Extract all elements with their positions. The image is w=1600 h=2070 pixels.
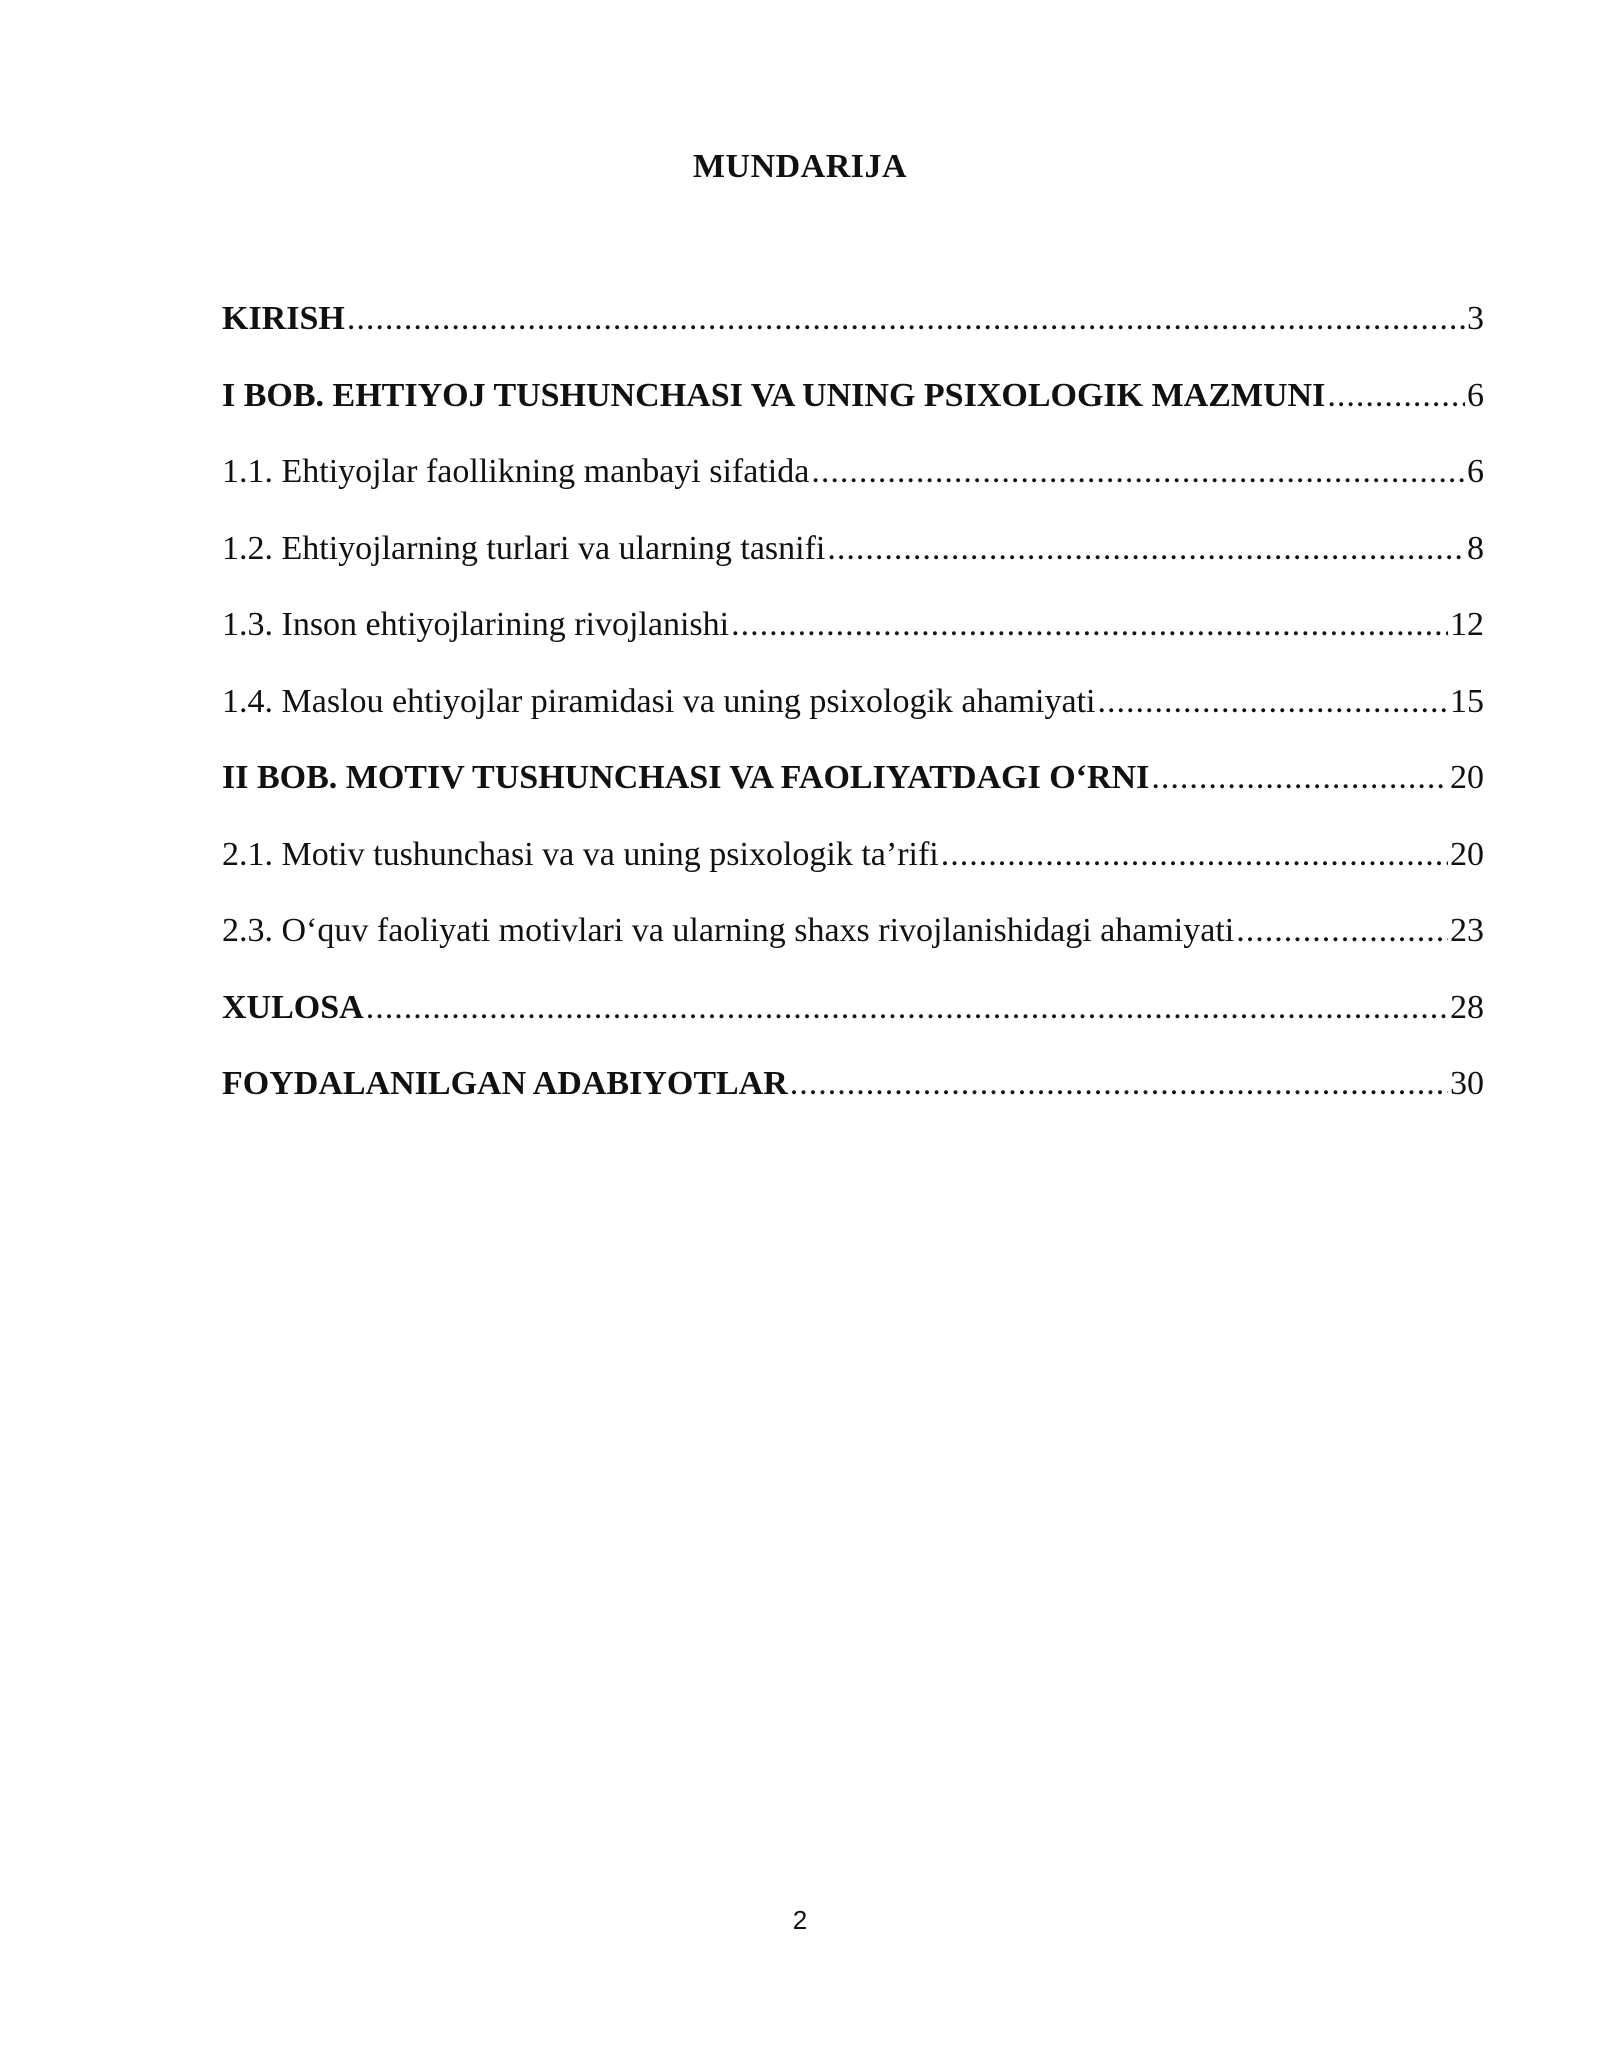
toc-entry-label: II BOB. MOTIV TUSHUNCHASI VA FAOLIYATDAGI O‘RNI [222,759,1150,796]
toc-entry-label: I BOB. EHTIYOJ TUSHUNCHASI VA UNING PSIXOLOGIK MAZMUNI [222,376,1326,414]
toc-entry-label: 2.1. Motiv tushunchasi va va uning psixologik ta’rifi [222,835,939,873]
toc-entry-label: 2.3. O‘quv faoliyati motivlari va ularning shaxs rivojlanishidagi ahamiyati [222,912,1235,949]
dot-leader [790,1065,1448,1103]
dot-leader [827,530,1465,568]
toc-entry-chapter-1[interactable] [222,377,1484,454]
toc-entry-label: 1.1. Ehtiyojlar faollikning manbayi sifatida [222,453,810,490]
toc-entry-page: 28 [1450,988,1484,1026]
toc-entry-label: 1.2. Ehtiyojlarning turlari va ularning tasnifi [222,529,826,567]
toc-entry-section-2-3[interactable] [222,912,1484,989]
toc-entry-kirish[interactable] [222,300,1484,377]
toc-entry-page: 6 [1467,376,1484,414]
toc-entry-page: 30 [1450,1065,1484,1102]
dot-leader [1327,377,1465,415]
toc-entry-page: 12 [1450,606,1484,643]
toc-entry-references[interactable] [222,1065,1484,1142]
dot-leader [347,300,1465,338]
toc-entry-section-1-1[interactable] [222,453,1484,530]
page-number: 2 [792,1905,808,1935]
dot-leader [811,453,1465,491]
toc-entry-page: 6 [1467,453,1484,490]
toc-entry-page: 20 [1450,759,1484,796]
dot-leader [941,836,1448,874]
toc-entry-page: 15 [1450,682,1484,720]
toc-entry-chapter-2[interactable] [222,759,1484,836]
toc-entry-page: 8 [1467,529,1484,567]
dot-leader [366,989,1448,1027]
toc-entry-xulosa[interactable] [222,989,1484,1066]
dot-leader [1097,683,1448,721]
dot-leader [1151,759,1448,797]
toc-entry-label: FOYDALANILGAN ADABIYOTLAR [222,1065,788,1102]
toc-entry-label: XULOSA [222,988,364,1026]
toc-entry-section-1-2[interactable] [222,530,1484,607]
page-title: MUNDARIJA [692,148,908,185]
toc-entry-label: KIRISH [222,300,345,337]
toc-entry-section-2-1[interactable] [222,836,1484,913]
table-of-contents [222,300,1484,1142]
toc-entry-page: 23 [1450,912,1484,949]
dot-leader [731,606,1448,644]
dot-leader [1236,912,1448,950]
toc-entry-page: 20 [1450,835,1484,873]
toc-entry-section-1-3[interactable] [222,606,1484,683]
toc-entry-page: 3 [1467,300,1484,337]
toc-entry-section-1-4[interactable] [222,683,1484,760]
toc-entry-label: 1.3. Inson ehtiyojlarining rivojlanishi [222,606,730,643]
toc-entry-label: 1.4. Maslou ehtiyojlar piramidasi va uning psixologik ahamiyati [222,682,1096,720]
